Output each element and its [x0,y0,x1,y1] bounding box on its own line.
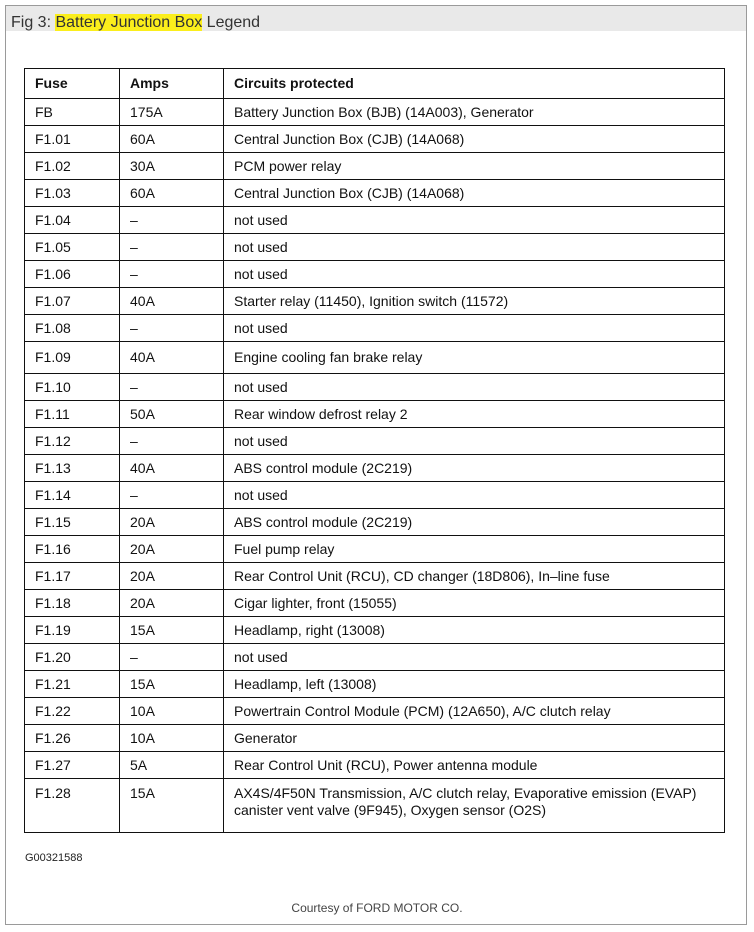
circuit-cell: Headlamp, right (13008) [224,617,725,644]
table-row [25,671,725,698]
table-row [25,315,725,342]
fuse-cell: F1.05 [25,234,120,261]
fuse-cell: F1.12 [25,428,120,455]
table-row [25,342,725,374]
circuit-cell: not used [224,261,725,288]
circuit-cell: Generator [224,725,725,752]
table-row [25,99,725,126]
circuit-cell: AX4S/4F50N Transmission, A/C clutch relay, Evaporative emission (EVAP) canister vent valve (9F945), Oxygen sensor (O2S) [224,779,725,833]
table-row [25,617,725,644]
amps-cell: – [120,482,224,509]
fuse-cell: F1.26 [25,725,120,752]
table-header-row [25,69,725,99]
table-row [25,261,725,288]
table-row [25,509,725,536]
fuse-cell: F1.20 [25,644,120,671]
circuit-cell: not used [224,428,725,455]
amps-cell: – [120,644,224,671]
circuit-cell: Rear Control Unit (RCU), Power antenna module [224,752,725,779]
circuit-cell: not used [224,374,725,401]
table-row [25,288,725,315]
fuse-cell: F1.04 [25,207,120,234]
fuse-cell: F1.18 [25,590,120,617]
circuit-cell: not used [224,234,725,261]
amps-cell: 10A [120,725,224,752]
amps-cell: 20A [120,590,224,617]
amps-cell: 175A [120,99,224,126]
circuit-cell: ABS control module (2C219) [224,509,725,536]
figure-code: G00321588 [25,852,83,864]
fuse-cell: F1.28 [25,779,120,833]
fuse-cell: F1.07 [25,288,120,315]
amps-cell: 30A [120,153,224,180]
table-row [25,752,725,779]
fuse-cell: F1.10 [25,374,120,401]
caption-suffix: Legend [202,14,261,31]
amps-cell: 20A [120,563,224,590]
header-fuse: Fuse [25,69,120,99]
circuit-cell: Headlamp, left (13008) [224,671,725,698]
amps-cell: 20A [120,509,224,536]
amps-cell: 10A [120,698,224,725]
circuit-cell: not used [224,644,725,671]
table-row [25,698,725,725]
circuit-cell: Rear Control Unit (RCU), CD changer (18D806), In–line fuse [224,563,725,590]
amps-cell: 40A [120,455,224,482]
amps-cell: 60A [120,180,224,207]
fuse-cell: F1.14 [25,482,120,509]
caption-highlight: Battery Junction Box [55,14,203,31]
table-row [25,401,725,428]
caption-prefix: Fig 3: [11,14,56,31]
header-amps: Amps [120,69,224,99]
amps-cell: 40A [120,288,224,315]
credit-line: Courtesy of FORD MOTOR CO. [291,901,463,915]
figure-caption [11,13,260,33]
amps-cell: 60A [120,126,224,153]
fuse-cell: F1.02 [25,153,120,180]
fuse-legend-table [24,68,725,833]
amps-cell: – [120,261,224,288]
fuse-cell: F1.03 [25,180,120,207]
table-row [25,374,725,401]
fuse-cell: F1.06 [25,261,120,288]
circuit-cell: Engine cooling fan brake relay [224,342,725,374]
circuit-cell: not used [224,207,725,234]
table-row [25,725,725,752]
amps-cell: 15A [120,779,224,833]
amps-cell: 40A [120,342,224,374]
circuit-cell: Cigar lighter, front (15055) [224,590,725,617]
fuse-cell: F1.21 [25,671,120,698]
table-row [25,126,725,153]
table-row [25,428,725,455]
amps-cell: – [120,315,224,342]
amps-cell: – [120,374,224,401]
table-row [25,180,725,207]
fuse-cell: F1.08 [25,315,120,342]
table-row [25,455,725,482]
table-row [25,779,725,833]
table-row [25,234,725,261]
fuse-cell: F1.27 [25,752,120,779]
fuse-cell: F1.15 [25,509,120,536]
fuse-cell: F1.19 [25,617,120,644]
table-row [25,590,725,617]
table-row [25,207,725,234]
header-circuits: Circuits protected [224,69,725,99]
fuse-cell: F1.17 [25,563,120,590]
circuit-cell: Central Junction Box (CJB) (14A068) [224,126,725,153]
circuit-cell: not used [224,482,725,509]
circuit-cell: not used [224,315,725,342]
fuse-cell: F1.22 [25,698,120,725]
fuse-cell: F1.11 [25,401,120,428]
fuse-cell: F1.13 [25,455,120,482]
table-row [25,563,725,590]
table-body [25,99,725,833]
amps-cell: – [120,207,224,234]
amps-cell: 50A [120,401,224,428]
fuse-cell: FB [25,99,120,126]
circuit-cell: Powertrain Control Module (PCM) (12A650), A/C clutch relay [224,698,725,725]
table-row [25,153,725,180]
amps-cell: 15A [120,671,224,698]
amps-cell: 15A [120,617,224,644]
amps-cell: 20A [120,536,224,563]
fuse-cell: F1.09 [25,342,120,374]
circuit-cell: Rear window defrost relay 2 [224,401,725,428]
circuit-cell: Battery Junction Box (BJB) (14A003), Generator [224,99,725,126]
amps-cell: – [120,234,224,261]
table-row [25,644,725,671]
circuit-cell: Starter relay (11450), Ignition switch (11572) [224,288,725,315]
amps-cell: 5A [120,752,224,779]
fuse-cell: F1.01 [25,126,120,153]
circuit-cell: Central Junction Box (CJB) (14A068) [224,180,725,207]
table-row [25,536,725,563]
circuit-cell: PCM power relay [224,153,725,180]
circuit-cell: ABS control module (2C219) [224,455,725,482]
amps-cell: – [120,428,224,455]
fuse-cell: F1.16 [25,536,120,563]
table-row [25,482,725,509]
circuit-cell: Fuel pump relay [224,536,725,563]
